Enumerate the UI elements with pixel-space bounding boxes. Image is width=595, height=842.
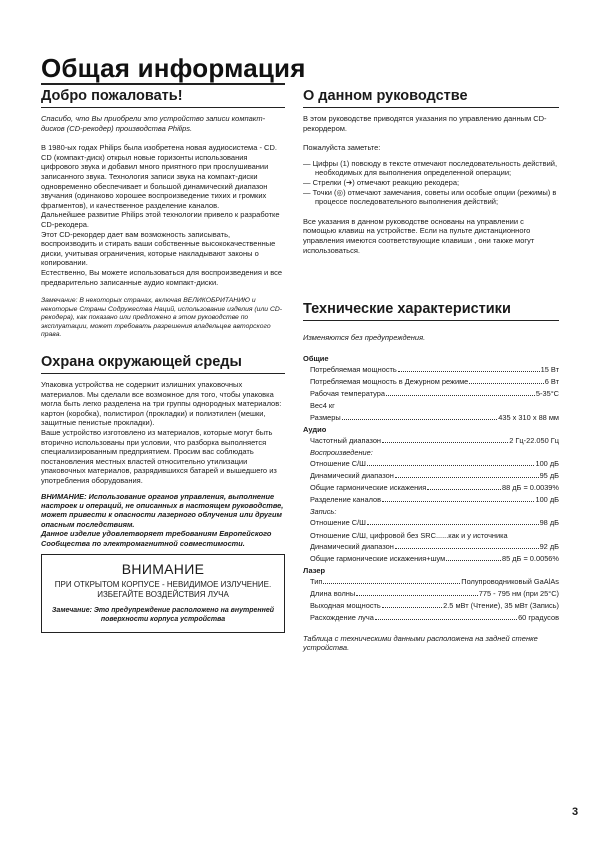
welcome-paragraph: Естественно, Вы можете использоваться для воспроизведения и все предварительно записанные аудио компакт-диски.: [41, 267, 283, 287]
warning-box-title: ВНИМАНИЕ: [121, 561, 205, 578]
environment-heading: Охрана окружающей среды: [41, 354, 285, 374]
copyright-note: Замечание: В некоторых странах, включая ВЕЛИКОБРИТАНИЮ и некоторые Страны Содружества Наций, использование изделия (или CD-рекодера), как показано или предложено в этом руководстве по эксплуатации, может требовать разрешения владельцев авторского права.: [41, 297, 283, 339]
welcome-intro: Спасибо, что Вы приобрели это устройство записи компакт-дисков (CD-рекодер) производства Philips.: [41, 114, 266, 133]
welcome-paragraph: В 1980-ых годах Philips была изобретена новая аудиосистема - CD. CD (компакт-диск) открыл новые горизонты использования цифрового звука и добавил много приятного при прослушивании записанного звука. Технология записи звука на компакт-диски одновременно обеспечивает и большой динамический диапазон звучания (одинаково хорошее воспроизведение тихих и громких фрагментов), и качественное разделение каналов.: [41, 143, 277, 210]
left-column: [41, 88, 285, 633]
spec-row: Вес4 кг: [310, 400, 335, 410]
spec-row: Отношение С/Ш 100 дБ: [310, 458, 559, 468]
title-rule: [41, 83, 285, 85]
spec-row: Расхождение луча 60 градусов: [310, 612, 559, 622]
welcome-heading: Добро пожаловать!: [41, 88, 285, 108]
manual-heading: О данном руководстве: [303, 88, 559, 108]
welcome-paragraph: Этот CD-рекордер дает вам возможность записывать, воспроизводить и стирать ваши собственные высококачественные диски, учитывая ограничения, которые накладывают законы о копировании.: [41, 229, 276, 268]
manual-list-item: — Цифры (1) повсюду в тексте отмечают последовательность действий, необходимых для выполнения определенной операции;: [303, 158, 558, 178]
warning-box: [41, 554, 285, 633]
spec-row: Общие гармонические искажения 88 дБ = 0.0039%: [310, 482, 559, 492]
spec-row: Разделение каналов 100 дБ: [310, 494, 559, 504]
environment-paragraph: Ваше устройство изготовлено из материалов, которые могут быть вторично использованы при условии, что разборка выполняется специализированным предприятием. Просим вас соблюдать постановления местных властей относительно утилизации упаковочных материалов, разрядившихся батарей и вышедшего из употребления оборудования.: [41, 428, 277, 485]
manual-footer: Все указания в данном руководстве основаны на управлении с помощью клавиш на устройстве. Если на пульте дистанционного управления имеются соответствующие клавиши , они также могут использоваться.: [303, 216, 535, 255]
spec-row: Выходная мощность 2.5 мВт (Чтение), 35 мВт (Запись): [310, 600, 559, 610]
spec-row: Отношение С/Ш, цифровой без SRC......как и у источника: [310, 530, 508, 540]
welcome-paragraph: Дальнейшее развитие Philips этой технологии привело к разработке CD-рекодера.: [41, 210, 280, 229]
spec-row: Отношение С/Ш 98 дБ: [310, 517, 559, 527]
spec-row: Рабочая температура 5-35°C: [310, 388, 559, 398]
spec-row: Динамический диапазон 95 дБ: [310, 470, 559, 480]
laser-warning: ВНИМАНИЕ: Использование органов управления, выполнение настроек и операций, не описанных в настоящем руководстве, может привести к опасности лазерного облучения или другим опасным последствиям.: [41, 491, 284, 529]
spec-subgroup-record: Запись:: [310, 506, 337, 516]
manual-list-item: — Стрелки (➔) отмечают реакцию рекодера;: [303, 177, 460, 187]
spec-row: Динамический диапазон 92 дБ: [310, 541, 559, 551]
manual-intro: В этом руководстве приводятся указания по управлению данным CD-рекордером.: [303, 114, 547, 133]
spec-subgroup-playback: Воспроизведение:: [310, 447, 373, 457]
warning-box-line: ИЗБЕГАЙТЕ ВОЗДЕЙСТВИЯ ЛУЧА: [97, 590, 229, 600]
manual-notice: Пожалуйста заметьте:: [303, 143, 381, 153]
warning-box-note: Замечание: Это предупреждение расположено на внутренней поверхности корпуса устройства: [51, 607, 275, 624]
spec-group-general: Общие: [303, 353, 329, 363]
manual-list-item: — Точки (◎) отмечают замечания, советы или особые опции (режимы) в процессе последовательного выполнения действий;: [303, 187, 557, 207]
warning-box-line: ПРИ ОТКРЫТОМ КОРПУСЕ - НЕВИДИМОЕ ИЗЛУЧЕНИЕ.: [54, 580, 272, 590]
page-number: 3: [572, 806, 579, 818]
spec-row: Длина волны 775 - 795 нм (при 25°C): [310, 588, 559, 598]
specs-footnote: Таблица с техническими данными расположена на задней стенке устройства.: [303, 633, 538, 653]
emc-statement: Данное изделие удовлетворяет требованиям Европейского Сообщества по электромагнитной совместимости.: [41, 529, 272, 548]
spec-row: Размеры 435 x 310 x 88 мм: [310, 412, 559, 422]
spec-group-laser: Лазер: [303, 565, 326, 575]
specs-heading: Технические характеристики: [303, 301, 559, 321]
spec-row: Частотный диапазон 2 Гц-22.050 Гц: [310, 435, 559, 445]
page-title: Общая информация: [41, 53, 306, 83]
environment-paragraph: Упаковка устройства не содержит излишних упаковочных материалов. Мы сделали все возможное для того, чтобы упаковка могла быть легко разделена на три группы однородных материалов: картон (коробка), полистирол (прокладки) и полиэтилен (мешки, защитные пенистые прокладки).: [41, 380, 282, 428]
spec-row: Потребляемая мощность 15 Вт: [310, 364, 559, 374]
spec-group-audio: Аудио: [303, 424, 327, 434]
spec-row: Тип Полупроводниковый GaAlAs: [310, 576, 559, 586]
specs-disclaimer: Изменяются без предупреждения.: [303, 333, 426, 343]
spec-row: Потребляемая мощность в Дежурном режиме 6 Вт: [310, 376, 559, 386]
right-column: [303, 88, 559, 653]
spec-row: Общие гармонические искажения+шум 85 дБ = 0.0056%: [310, 553, 559, 563]
